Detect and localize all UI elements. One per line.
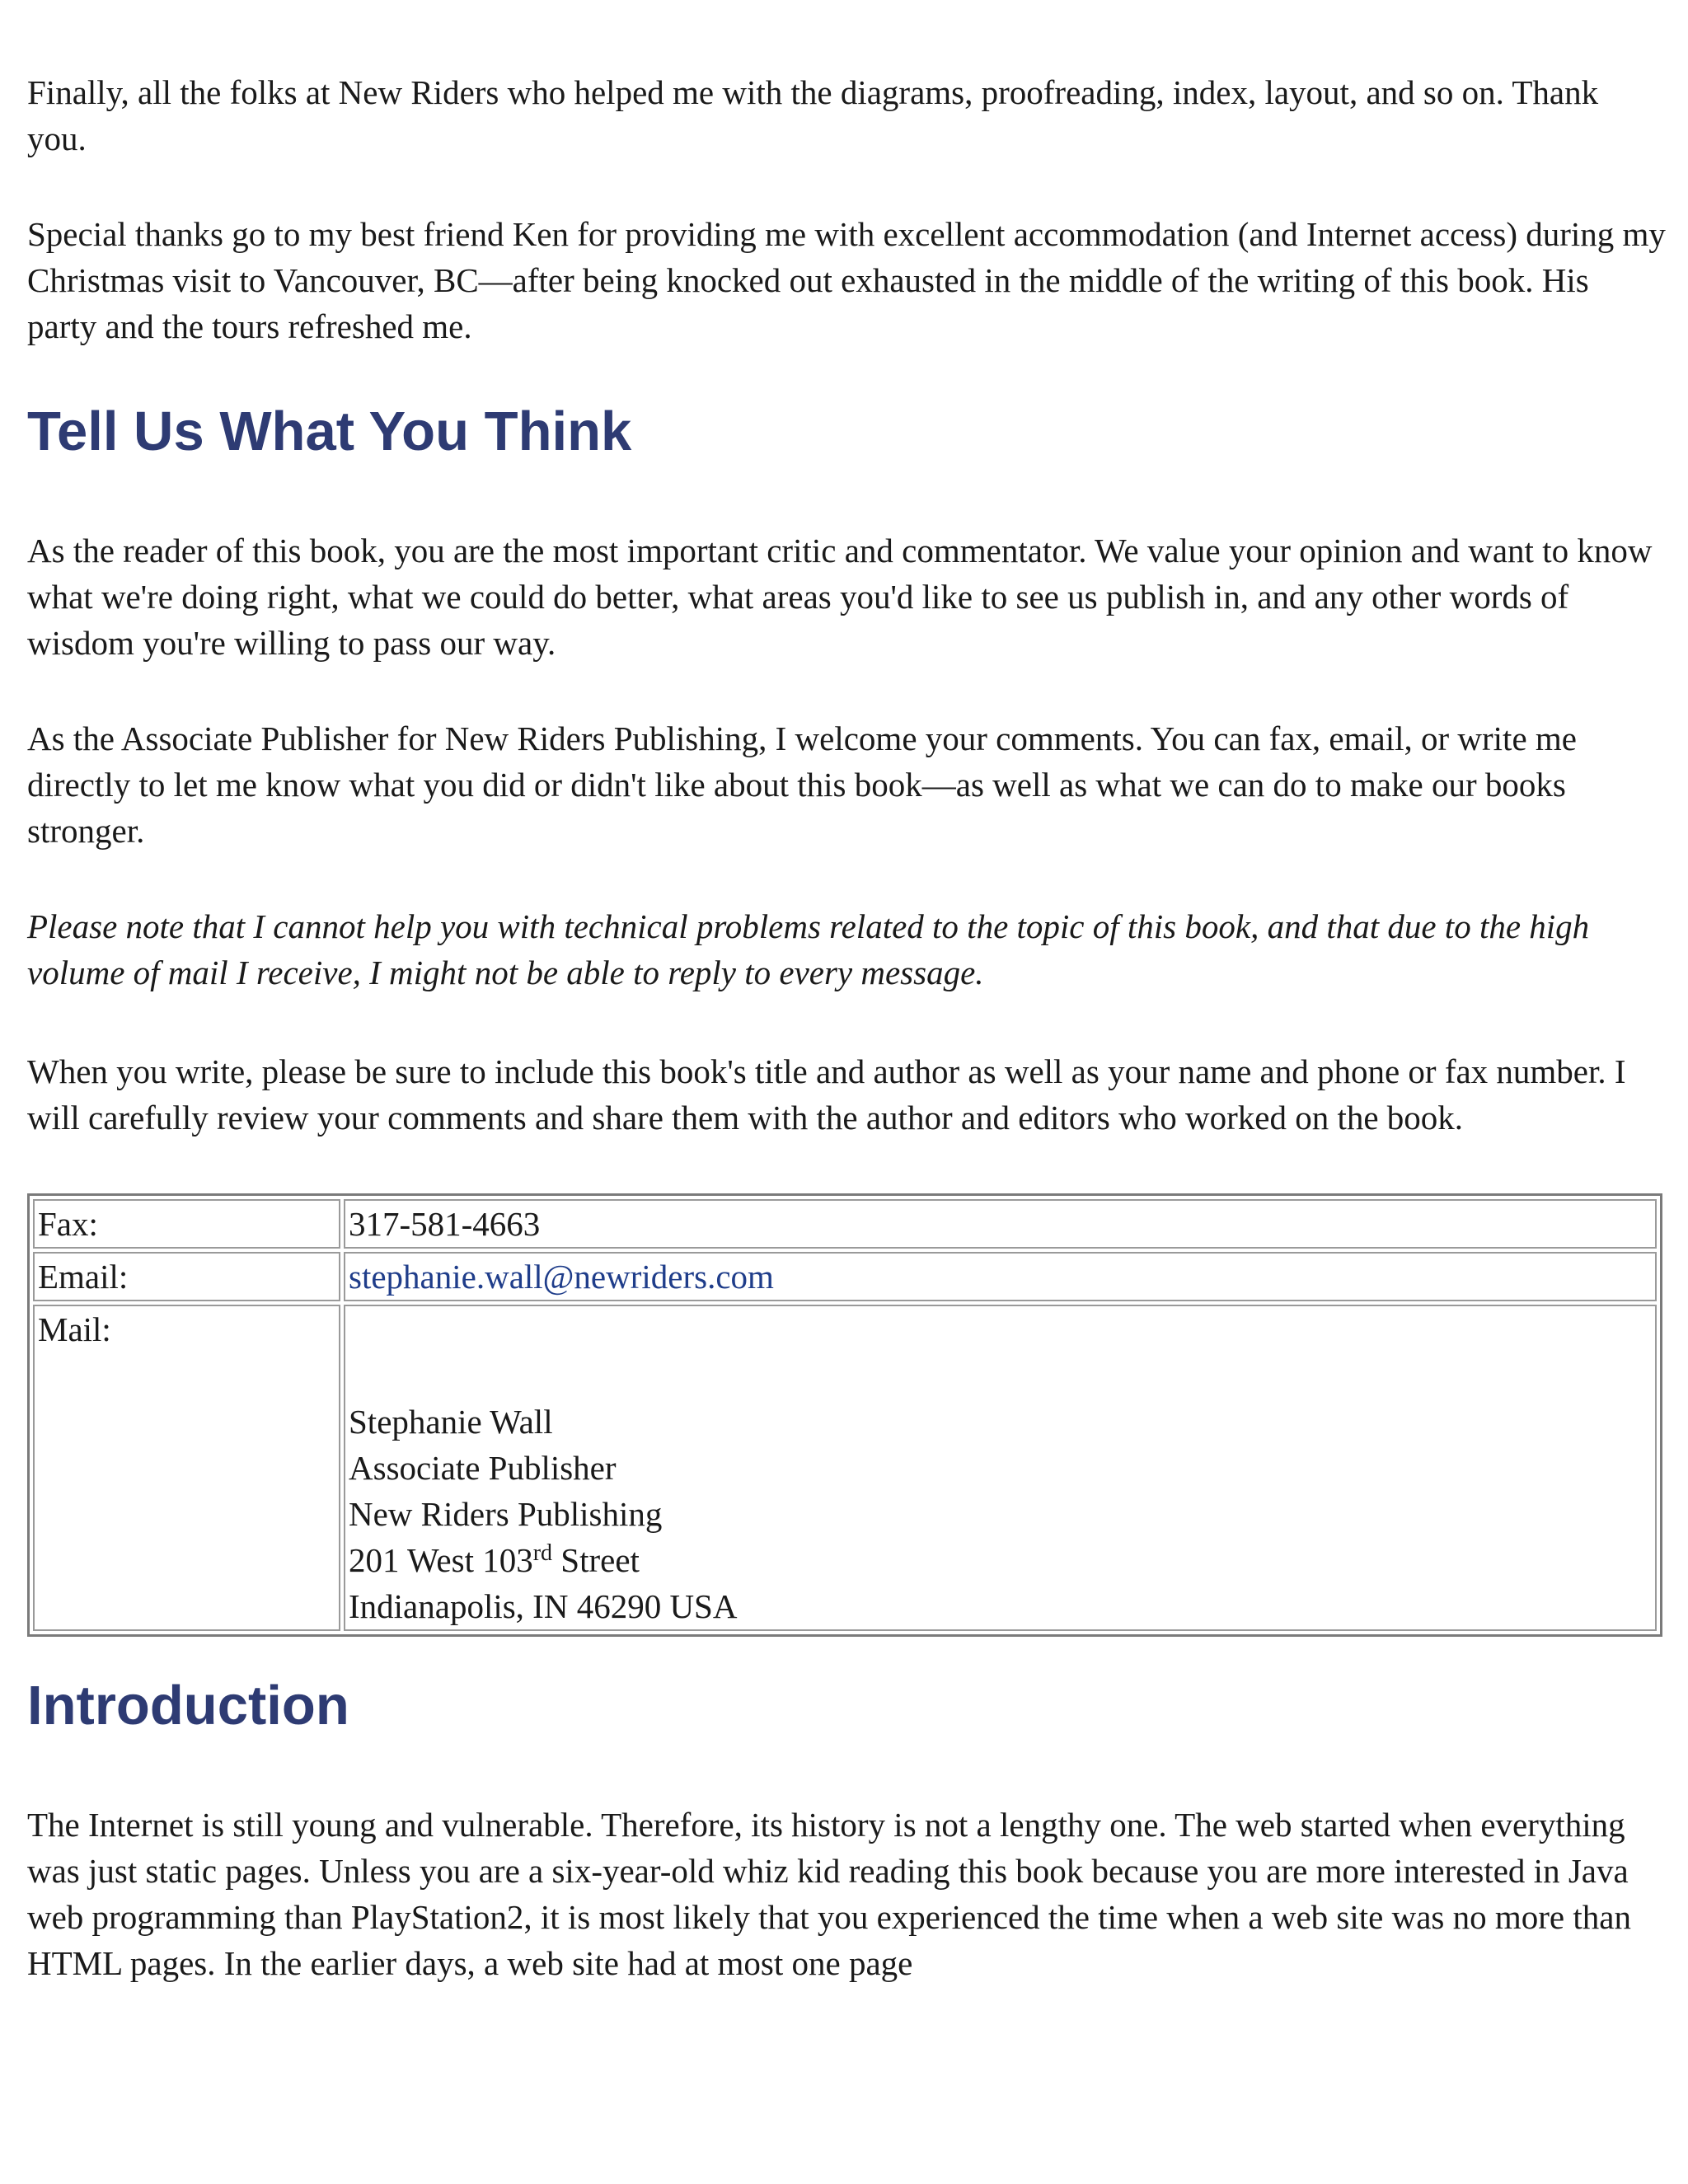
fax-value: 317-581-4663 [344,1199,1657,1249]
mail-city: Indianapolis, IN 46290 USA [349,1587,738,1625]
heading-introduction: Introduction [27,1675,349,1736]
page-content [27,69,1666,1986]
contact-table [27,1193,1662,1637]
mail-street-prefix: 201 West 103 [349,1541,533,1579]
paragraph-technical-note: Please note that I cannot help you with technical problems related to the topic of this book, and that due to the high volume of mail I receive, I might not be able to reply to every message. [27,907,1590,991]
fax-label: Fax: [33,1199,340,1249]
email-cell [344,1252,1657,1301]
paragraph-when-you-write: When you write, please be sure to include this book's title and author as well as your name and phone or fax number. I will carefully review your comments and share them with the author and editors who worked on the book. [27,1052,1626,1137]
paragraph-thanks-new-riders: Finally, all the folks at New Riders who helped me with the diagrams, proofreading, index, layout, and so on. Thank you. [27,73,1599,157]
mail-street [349,1537,1652,1583]
contact-row-mail [33,1305,1657,1631]
paragraph-introduction: The Internet is still young and vulnerable. Therefore, its history is not a lengthy one. The web started when everything was just static pages. Unless you are a six-year-old whiz kid reading this book because you are more interested in Java web programming than PlayStation2, it is most likely that you experienced the time when a web site was no more than HTML pages. In the earlier days, a web site had at most one page [27,1806,1631,1982]
mail-company: New Riders Publishing [349,1495,663,1533]
mail-address-lines [349,1306,1652,1629]
mail-name: Stephanie Wall [349,1403,553,1441]
mail-label: Mail: [33,1305,340,1631]
contact-row-email [33,1252,1657,1301]
mail-street-suffix: Street [552,1541,640,1579]
email-label: Email: [33,1252,340,1301]
mail-street-ordinal: rd [532,1540,553,1566]
paragraph-associate-publisher: As the Associate Publisher for New Riders Publishing, I welcome your comments. You can fax, email, or write me directly to let me know what you did or didn't like about this book—as well as what we can do to make our books stronger. [27,719,1577,850]
mail-address [344,1305,1657,1631]
paragraph-reader-critic: As the reader of this book, you are the most important critic and commentator. We value your opinion and want to know what we're doing right, what we could do better, what areas you'd like to see us publish in, and any other words of wisdom you're willing to pass our way. [27,532,1653,662]
paragraph-thanks-ken: Special thanks go to my best friend Ken for providing me with excellent accommodation (and Internet access) during my Christmas visit to Vancouver, BC—after being knocked out exhausted in the middle of the writing of this book. His party and the tours refreshed me. [27,215,1666,345]
heading-tell-us-what-you-think: Tell Us What You Think [27,401,632,462]
contact-row-fax [33,1199,1657,1249]
email-link[interactable]: stephanie.wall@newriders.com [349,1258,774,1296]
mail-title: Associate Publisher [349,1449,617,1487]
